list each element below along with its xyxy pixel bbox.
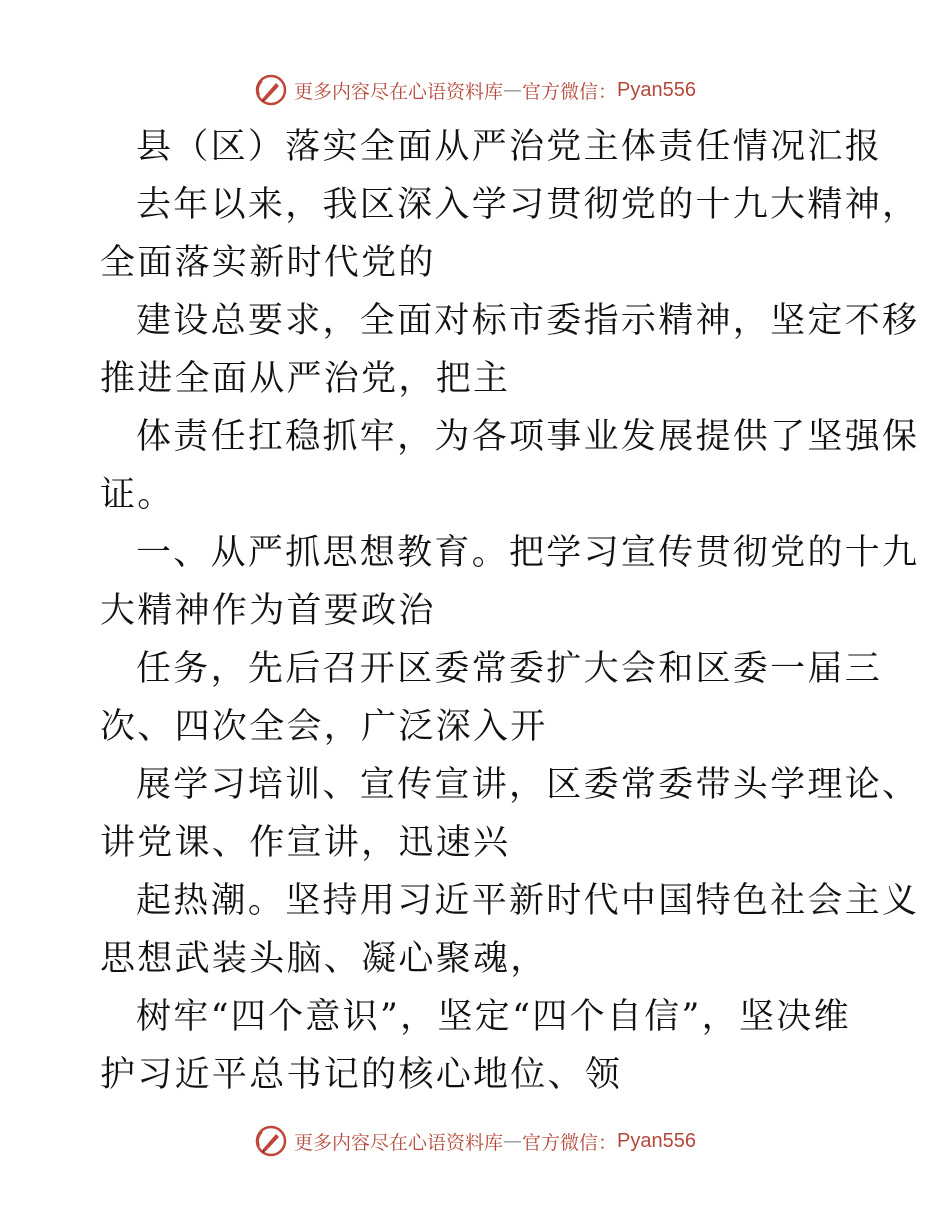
header-watermark	[0, 70, 950, 110]
watermark-dash: —	[503, 1130, 523, 1152]
text-line: 任务，先后召开区委常委扩大会和区委一届三	[136, 649, 883, 689]
watermark-official-label: 官方微信：	[522, 80, 618, 103]
text-line: 建设总要求，全面对标市委指示精神，坚定不移	[136, 301, 920, 341]
watermark-wechat-id: Pyan556	[617, 1129, 696, 1152]
text-line: 树牢“四个意识”，坚定“四个自信”，坚决维	[136, 997, 851, 1037]
document-body	[100, 118, 920, 1104]
text-line: 全面落实新时代党的	[100, 243, 436, 283]
text-line: 起热潮。坚持用习近平新时代中国特色社会主义	[136, 881, 920, 921]
pen-circle-logo-icon	[254, 1124, 288, 1158]
watermark-brand-text: 更多内容尽在心语资料库	[294, 80, 504, 103]
footer-watermark	[0, 1121, 950, 1161]
text-line: 护习近平总书记的核心地位、领	[100, 1055, 623, 1095]
text-line: 证。	[100, 475, 175, 515]
text-line: 推进全面从严治党，把主	[100, 359, 511, 399]
text-line: 讲党课、作宣讲，迅速兴	[100, 823, 511, 863]
watermark-brand-text: 更多内容尽在心语资料库	[294, 1131, 504, 1154]
pen-circle-logo-icon	[254, 73, 288, 107]
text-line: 展学习培训、宣传宣讲，区委常委带头学理论、	[136, 765, 920, 805]
document-title: 县（区）落实全面从严治党主体责任情况汇报	[136, 127, 883, 167]
text-line: 体责任扛稳抓牢，为各项事业发展提供了坚强保	[136, 417, 920, 457]
text-line: 去年以来，我区深入学习贯彻党的十九大精神，	[136, 185, 920, 225]
text-line: 思想武装头脑、凝心聚魂，	[100, 939, 548, 979]
watermark-wechat-id: Pyan556	[617, 78, 696, 101]
text-line: 次、四次全会，广泛深入开	[100, 707, 548, 747]
watermark-dash: —	[503, 79, 523, 101]
section-heading-line: 一、从严抓思想教育。把学习宣传贯彻党的十九	[136, 533, 920, 573]
watermark-official-label: 官方微信：	[522, 1131, 618, 1154]
text-line: 大精神作为首要政治	[100, 591, 436, 631]
